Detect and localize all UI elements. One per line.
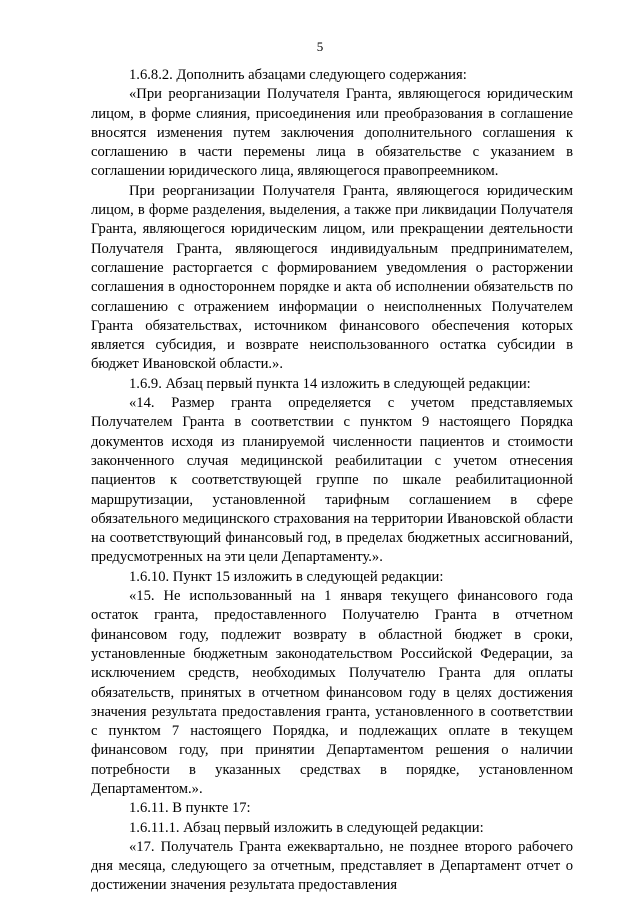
paragraph-1-6-9: 1.6.9. Абзац первый пункта 14 изложить в следующей редакции: bbox=[129, 375, 531, 392]
paragraph-division-liquidation: При реорганизации Получателя Гранта, являющегося юридическим лицом, в форме разделения, выделения, а также при ликвидации Получателя Гранта, являющегося юридическим лицом, или прекращении деятельности Получателя Гранта, являющегося индивидуальным предпринимателем, соглашение расторгается с формированием уведомления о расторжении соглашения в одностороннем порядке и акта об исполнении обязательств по соглашению с отражением информации о неисполненных Получателем Гранта обязательствах, источником финансового обеспечения которых является субсидия, и возврате неиспользованного остатка субсидии в бюджет Ивановской области.». bbox=[91, 182, 573, 373]
paragraph-1-6-11-1: 1.6.11.1. Абзац первый изложить в следующей редакции: bbox=[129, 819, 484, 836]
paragraph-1-6-11: 1.6.11. В пункте 17: bbox=[129, 800, 251, 817]
paragraph-item-15: «15. Не использованный на 1 января текущего финансового года остаток гранта, предоставленного Получателю Гранта в отчетном финансовом году, подлежит возврату в областной бюджет в сроки, установленные бюджетным законодательством Российской Федерации, за исключением средств, необходимых Получателю Гранта для оплаты обязательств, принятых в отчетном финансовом году в целях достижения значения результата предоставления гранта, установленного в соответствии с пунктом 7 настоящего Порядка, и подлежащих оплате в текущем финансовом году, при принятии Департаментом решения о наличии потребности в указанных средствах в порядке, установленном Департаментом.». bbox=[91, 588, 573, 797]
paragraph-item-17: «17. Получатель Гранта ежеквартально, не позднее второго рабочего дня месяца, следующего за отчетным, представляет в Департамент отчет о достижении значения результата предоставления bbox=[91, 838, 573, 894]
page-number: 5 bbox=[316, 39, 324, 54]
paragraph-item-14: «14. Размер гранта определяется с учетом представляемых Получателем Гранта в соответствии с пунктом 9 настоящего Порядка документов исходя из планируемой численности пациентов и стоимости законченного случая медицинской реабилитации с учетом отнесения пациентов к соответствующей группе по шкале реабилитационной маршрутизации, установленной тарифным соглашением в сфере обязательного медицинского страхования на территории Ивановской области на соответствующий финансовый год, в пределах бюджетных ассигнований, предусмотренных на эти цели Департаменту.». bbox=[91, 395, 573, 566]
paragraph-1-6-10: 1.6.10. Пункт 15 изложить в следующей редакции: bbox=[129, 568, 444, 585]
paragraph-merger-reorganization: «При реорганизации Получателя Гранта, являющегося юридическим лицом, в форме слияния, присоединения или преобразования в соглашение вносятся изменения путем заключения дополнительного соглашения к соглашению в части перемены лица в обязательстве с указанием в соглашении юридического лица, являющегося правопреемником. bbox=[91, 86, 573, 180]
paragraph-1-6-8-2: 1.6.8.2. Дополнить абзацами следующего содержания: bbox=[129, 67, 467, 83]
document-body bbox=[91, 66, 573, 896]
